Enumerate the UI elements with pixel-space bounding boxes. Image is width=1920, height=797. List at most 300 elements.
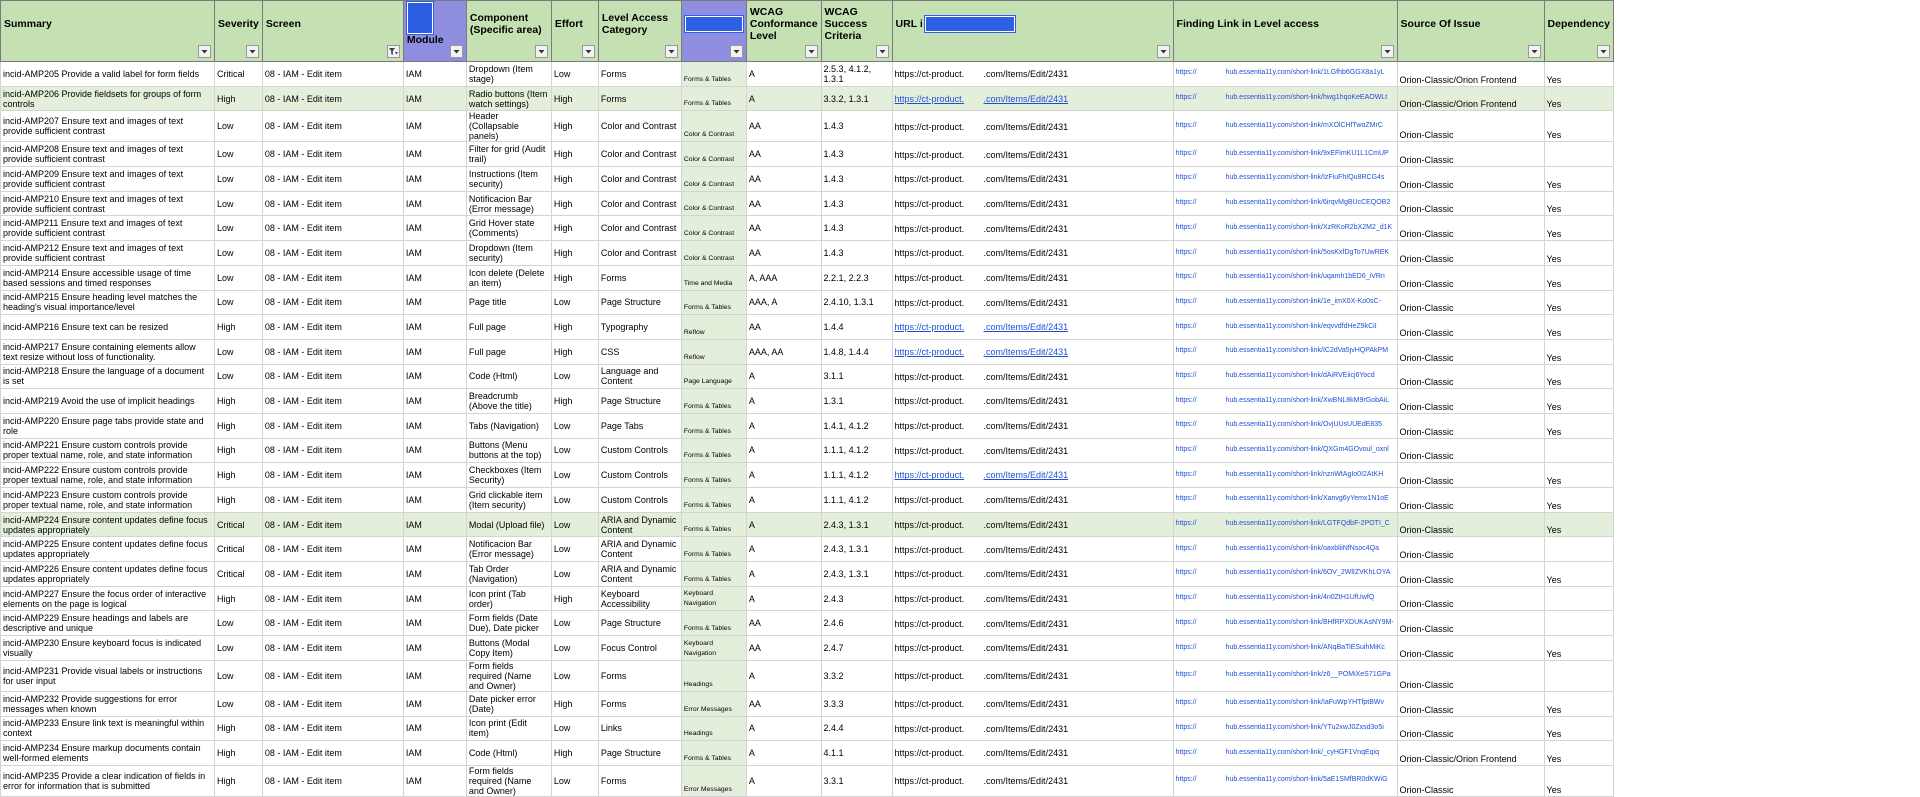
finding-link[interactable]: hub.essentia11y.com/short-link/5aE1SMfBR0dKWiG: [1225, 776, 1388, 784]
cell-screen[interactable]: 08 - IAM - Edit item: [262, 111, 403, 142]
cell-severity[interactable]: Critical: [215, 537, 263, 562]
cell-summary[interactable]: incid-AMP215 Ensure heading level matches the heading's visual importance/level: [1, 290, 215, 315]
cell-severity[interactable]: Critical: [215, 62, 263, 87]
cell-dependency[interactable]: [1544, 438, 1613, 463]
cell-effort[interactable]: High: [551, 111, 598, 142]
cell-criteria[interactable]: 2.4.10, 1.3.1: [821, 290, 892, 315]
cell-criteria[interactable]: 1.4.3: [821, 111, 892, 142]
cell-wcag-level[interactable]: AAA, A: [746, 290, 821, 315]
cell-summary[interactable]: incid-AMP205 Provide a valid label for form fields: [1, 62, 215, 87]
cell-source[interactable]: Orion-Classic: [1397, 438, 1544, 463]
cell-level[interactable]: ARIA and Dynamic Content: [598, 512, 681, 537]
cell-screen[interactable]: 08 - IAM - Edit item: [262, 586, 403, 611]
cell-wcag-level[interactable]: AA: [746, 691, 821, 716]
cell-effort[interactable]: High: [551, 691, 598, 716]
column-header-module[interactable]: [403, 1, 466, 62]
cell-component[interactable]: Dropdown (Item security): [466, 241, 551, 266]
column-header-wcag_level[interactable]: [746, 1, 821, 62]
cell-source[interactable]: Orion-Classic: [1397, 191, 1544, 216]
cell-cat2[interactable]: Forms & Tables: [681, 389, 746, 414]
cell-url[interactable]: [892, 765, 1173, 796]
cell-level[interactable]: Focus Control: [598, 636, 681, 661]
cell-summary[interactable]: incid-AMP214 Ensure accessible usage of time based sessions and timed responses: [1, 265, 215, 290]
cell-level[interactable]: Typography: [598, 315, 681, 340]
cell-cat2[interactable]: Color & Contrast: [681, 216, 746, 241]
cell-wcag-level[interactable]: A: [746, 62, 821, 87]
cell-criteria[interactable]: 3.3.3: [821, 691, 892, 716]
cell-severity[interactable]: Low: [215, 241, 263, 266]
finding-link[interactable]: hub.essentia11y.com/short-link/XzRKoR2bX2M2_d1K: [1225, 223, 1393, 231]
cell-finding[interactable]: [1173, 463, 1397, 488]
cell-cat2[interactable]: Forms & Tables: [681, 562, 746, 587]
cell-screen[interactable]: 08 - IAM - Edit item: [262, 438, 403, 463]
cell-severity[interactable]: Low: [215, 611, 263, 636]
cell-dependency[interactable]: Yes: [1544, 339, 1613, 364]
cell-effort[interactable]: Low: [551, 537, 598, 562]
cell-url[interactable]: [892, 191, 1173, 216]
cell-url[interactable]: [892, 389, 1173, 414]
cell-dependency[interactable]: [1544, 537, 1613, 562]
cell-effort[interactable]: High: [551, 86, 598, 111]
cell-screen[interactable]: 08 - IAM - Edit item: [262, 512, 403, 537]
cell-effort[interactable]: High: [551, 315, 598, 340]
cell-severity[interactable]: Low: [215, 290, 263, 315]
cell-cat2[interactable]: Error Messages: [681, 691, 746, 716]
cell-finding[interactable]: [1173, 191, 1397, 216]
finding-link[interactable]: hub.essentia11y.com/short-link/QXGm4GOvoul_oxnl: [1225, 446, 1389, 454]
cell-source[interactable]: Orion-Classic: [1397, 611, 1544, 636]
cell-url[interactable]: [892, 716, 1173, 741]
cell-screen[interactable]: 08 - IAM - Edit item: [262, 741, 403, 766]
cell-component[interactable]: Full page: [466, 315, 551, 340]
cell-level[interactable]: Color and Contrast: [598, 111, 681, 142]
cell-level[interactable]: Page Structure: [598, 290, 681, 315]
cell-module[interactable]: IAM: [403, 339, 466, 364]
cell-finding[interactable]: [1173, 62, 1397, 87]
cell-url[interactable]: [892, 691, 1173, 716]
cell-effort[interactable]: High: [551, 216, 598, 241]
finding-link[interactable]: hub.essentia11y.com/short-link/YTu2xwJ0Zxsd3o5i: [1225, 723, 1384, 731]
cell-module[interactable]: IAM: [403, 216, 466, 241]
cell-severity[interactable]: Low: [215, 691, 263, 716]
finding-link[interactable]: hub.essentia11y.com/short-link/hwg1hqoKeEAOWLt: [1225, 94, 1388, 102]
cell-component[interactable]: Notificacion Bar (Error message): [466, 191, 551, 216]
cell-level[interactable]: Page Structure: [598, 611, 681, 636]
cell-level[interactable]: Page Structure: [598, 741, 681, 766]
cell-component[interactable]: Radio buttons (Item watch settings): [466, 86, 551, 111]
cell-source[interactable]: Orion-Classic: [1397, 512, 1544, 537]
cell-cat2[interactable]: Error Messages: [681, 765, 746, 796]
cell-summary[interactable]: incid-AMP233 Ensure link text is meaningful within context: [1, 716, 215, 741]
cell-severity[interactable]: Low: [215, 660, 263, 691]
cell-screen[interactable]: 08 - IAM - Edit item: [262, 191, 403, 216]
cell-finding[interactable]: [1173, 586, 1397, 611]
cell-dependency[interactable]: Yes: [1544, 413, 1613, 438]
cell-severity[interactable]: High: [215, 315, 263, 340]
cell-component[interactable]: Grid clickable item (Item security): [466, 488, 551, 513]
cell-module[interactable]: IAM: [403, 586, 466, 611]
cell-criteria[interactable]: 1.4.3: [821, 191, 892, 216]
cell-severity[interactable]: High: [215, 765, 263, 796]
cell-summary[interactable]: incid-AMP224 Ensure content updates define focus updates appropriately: [1, 512, 215, 537]
cell-summary[interactable]: incid-AMP230 Ensure keyboard focus is indicated visually: [1, 636, 215, 661]
cell-wcag-level[interactable]: A, AAA: [746, 265, 821, 290]
cell-criteria[interactable]: 1.1.1, 4.1.2: [821, 463, 892, 488]
cell-source[interactable]: Orion-Classic: [1397, 216, 1544, 241]
cell-source[interactable]: Orion-Classic: [1397, 716, 1544, 741]
cell-url[interactable]: [892, 660, 1173, 691]
cell-module[interactable]: IAM: [403, 62, 466, 87]
finding-link[interactable]: hub.essentia11y.com/short-link/4n0ZtH1UfUwfQ: [1225, 594, 1375, 602]
cell-cat2[interactable]: Color & Contrast: [681, 241, 746, 266]
cell-source[interactable]: Orion-Classic: [1397, 339, 1544, 364]
cell-module[interactable]: IAM: [403, 537, 466, 562]
cell-screen[interactable]: 08 - IAM - Edit item: [262, 241, 403, 266]
cell-effort[interactable]: Low: [551, 488, 598, 513]
cell-wcag-level[interactable]: A: [746, 488, 821, 513]
column-header-url[interactable]: [892, 1, 1173, 62]
cell-module[interactable]: IAM: [403, 716, 466, 741]
cell-screen[interactable]: 08 - IAM - Edit item: [262, 488, 403, 513]
cell-source[interactable]: Orion-Classic: [1397, 636, 1544, 661]
cell-finding[interactable]: [1173, 716, 1397, 741]
cell-wcag-level[interactable]: A: [746, 512, 821, 537]
cell-cat2[interactable]: Time and Media: [681, 265, 746, 290]
cell-dependency[interactable]: Yes: [1544, 62, 1613, 87]
cell-cat2[interactable]: Headings: [681, 660, 746, 691]
cell-component[interactable]: Form fields (Date Due), Date picker: [466, 611, 551, 636]
cell-module[interactable]: IAM: [403, 167, 466, 192]
cell-effort[interactable]: Low: [551, 660, 598, 691]
column-header-finding[interactable]: [1173, 1, 1397, 62]
cell-severity[interactable]: Low: [215, 111, 263, 142]
cell-summary[interactable]: incid-AMP212 Ensure text and images of text provide sufficient contrast: [1, 241, 215, 266]
cell-url[interactable]: [892, 265, 1173, 290]
finding-link[interactable]: hub.essentia11y.com/short-link/9xEFimKU1L1CmUP: [1225, 149, 1389, 157]
cell-cat2[interactable]: Color & Contrast: [681, 191, 746, 216]
column-header-level[interactable]: [598, 1, 681, 62]
cell-module[interactable]: IAM: [403, 111, 466, 142]
column-header-dependency[interactable]: [1544, 1, 1613, 62]
cell-severity[interactable]: High: [215, 716, 263, 741]
cell-screen[interactable]: 08 - IAM - Edit item: [262, 691, 403, 716]
cell-dependency[interactable]: [1544, 586, 1613, 611]
cell-summary[interactable]: incid-AMP208 Ensure text and images of text provide sufficient contrast: [1, 142, 215, 167]
cell-finding[interactable]: [1173, 741, 1397, 766]
filter-dropdown-icon[interactable]: [450, 45, 463, 58]
cell-cat2[interactable]: Forms & Tables: [681, 86, 746, 111]
cell-cat2[interactable]: Forms & Tables: [681, 290, 746, 315]
cell-cat2[interactable]: Forms & Tables: [681, 537, 746, 562]
cell-component[interactable]: Filter for grid (Audit trail): [466, 142, 551, 167]
cell-source[interactable]: Orion-Classic: [1397, 111, 1544, 142]
cell-finding[interactable]: [1173, 488, 1397, 513]
cell-wcag-level[interactable]: AA: [746, 142, 821, 167]
cell-dependency[interactable]: Yes: [1544, 636, 1613, 661]
column-header-summary[interactable]: [1, 1, 215, 62]
cell-finding[interactable]: [1173, 364, 1397, 389]
cell-level[interactable]: Custom Controls: [598, 438, 681, 463]
cell-summary[interactable]: incid-AMP221 Ensure custom controls provide proper textual name, role, and state information: [1, 438, 215, 463]
cell-severity[interactable]: High: [215, 488, 263, 513]
cell-criteria[interactable]: 2.4.6: [821, 611, 892, 636]
cell-source[interactable]: Orion-Classic: [1397, 315, 1544, 340]
cell-wcag-level[interactable]: A: [746, 716, 821, 741]
cell-criteria[interactable]: 3.3.2: [821, 660, 892, 691]
finding-link[interactable]: hub.essentia11y.com/short-link/Xanvg6yYemx1N1oE: [1225, 495, 1389, 503]
cell-component[interactable]: Tab Order (Navigation): [466, 562, 551, 587]
cell-source[interactable]: Orion-Classic: [1397, 167, 1544, 192]
cell-level[interactable]: Forms: [598, 265, 681, 290]
cell-url[interactable]: [892, 586, 1173, 611]
cell-dependency[interactable]: Yes: [1544, 488, 1613, 513]
cell-component[interactable]: Instructions (Item security): [466, 167, 551, 192]
cell-effort[interactable]: Low: [551, 438, 598, 463]
finding-link[interactable]: hub.essentia11y.com/short-link/ANqBaTiESuihMiKc: [1225, 643, 1385, 651]
cell-criteria[interactable]: 2.4.3, 1.3.1: [821, 562, 892, 587]
cell-screen[interactable]: 08 - IAM - Edit item: [262, 265, 403, 290]
filter-dropdown-icon[interactable]: [730, 45, 743, 58]
cell-wcag-level[interactable]: A: [746, 364, 821, 389]
cell-summary[interactable]: incid-AMP222 Ensure custom controls provide proper textual name, role, and state information: [1, 463, 215, 488]
finding-link[interactable]: hub.essentia11y.com/short-link/1LGfhb6GGX8a1yL: [1225, 69, 1385, 77]
cell-screen[interactable]: 08 - IAM - Edit item: [262, 142, 403, 167]
cell-criteria[interactable]: 2.4.3: [821, 586, 892, 611]
cell-module[interactable]: IAM: [403, 265, 466, 290]
cell-url[interactable]: [892, 315, 1173, 340]
cell-level[interactable]: Forms: [598, 86, 681, 111]
cell-criteria[interactable]: 3.1.1: [821, 364, 892, 389]
cell-effort[interactable]: Low: [551, 463, 598, 488]
cell-module[interactable]: IAM: [403, 142, 466, 167]
cell-wcag-level[interactable]: A: [746, 537, 821, 562]
filter-dropdown-icon[interactable]: [1381, 45, 1394, 58]
cell-summary[interactable]: incid-AMP210 Ensure text and images of text provide sufficient contrast: [1, 191, 215, 216]
cell-finding[interactable]: [1173, 339, 1397, 364]
cell-level[interactable]: Language and Content: [598, 364, 681, 389]
cell-component[interactable]: Notificacion Bar (Error message): [466, 537, 551, 562]
finding-link[interactable]: hub.essentia11y.com/short-link/mXOlCHfTwoZMrC: [1225, 121, 1383, 129]
cell-dependency[interactable]: Yes: [1544, 111, 1613, 142]
filter-dropdown-icon[interactable]: [1597, 45, 1610, 58]
cell-dependency[interactable]: Yes: [1544, 389, 1613, 414]
cell-summary[interactable]: incid-AMP223 Ensure custom controls provide proper textual name, role, and state information: [1, 488, 215, 513]
cell-module[interactable]: IAM: [403, 741, 466, 766]
cell-finding[interactable]: [1173, 241, 1397, 266]
cell-module[interactable]: IAM: [403, 562, 466, 587]
cell-component[interactable]: Checkboxes (Item Security): [466, 463, 551, 488]
cell-cat2[interactable]: Color & Contrast: [681, 111, 746, 142]
cell-cat2[interactable]: Keyboard Navigation: [681, 636, 746, 661]
cell-wcag-level[interactable]: A: [746, 562, 821, 587]
finding-link[interactable]: hub.essentia11y.com/short-link/z6__POMiXeS71GPa: [1225, 671, 1391, 679]
finding-link[interactable]: hub.essentia11y.com/short-link/OvjUUsUUEdE835: [1225, 421, 1383, 429]
cell-severity[interactable]: High: [215, 741, 263, 766]
cell-criteria[interactable]: 2.4.4: [821, 716, 892, 741]
cell-wcag-level[interactable]: AA: [746, 167, 821, 192]
cell-url[interactable]: [892, 611, 1173, 636]
cell-level[interactable]: ARIA and Dynamic Content: [598, 537, 681, 562]
cell-screen[interactable]: 08 - IAM - Edit item: [262, 86, 403, 111]
cell-dependency[interactable]: Yes: [1544, 765, 1613, 796]
cell-criteria[interactable]: 2.2.1, 2.2.3: [821, 265, 892, 290]
cell-cat2[interactable]: Forms & Tables: [681, 611, 746, 636]
cell-module[interactable]: IAM: [403, 389, 466, 414]
cell-effort[interactable]: High: [551, 191, 598, 216]
cell-severity[interactable]: Critical: [215, 562, 263, 587]
filter-dropdown-icon[interactable]: [876, 45, 889, 58]
cell-level[interactable]: CSS: [598, 339, 681, 364]
cell-effort[interactable]: High: [551, 241, 598, 266]
cell-module[interactable]: IAM: [403, 413, 466, 438]
cell-effort[interactable]: Low: [551, 636, 598, 661]
cell-summary[interactable]: incid-AMP207 Ensure text and images of text provide sufficient contrast: [1, 111, 215, 142]
cell-component[interactable]: Grid Hover state (Comments): [466, 216, 551, 241]
cell-level[interactable]: ARIA and Dynamic Content: [598, 562, 681, 587]
filter-dropdown-icon[interactable]: [1157, 45, 1170, 58]
cell-dependency[interactable]: Yes: [1544, 191, 1613, 216]
cell-module[interactable]: IAM: [403, 660, 466, 691]
cell-criteria[interactable]: 4.1.1: [821, 741, 892, 766]
cell-level[interactable]: Page Structure: [598, 389, 681, 414]
cell-finding[interactable]: [1173, 413, 1397, 438]
cell-url[interactable]: [892, 142, 1173, 167]
cell-cat2[interactable]: Headings: [681, 716, 746, 741]
cell-criteria[interactable]: 3.3.2, 1.3.1: [821, 86, 892, 111]
cell-component[interactable]: Tabs (Navigation): [466, 413, 551, 438]
column-header-severity[interactable]: [215, 1, 263, 62]
cell-level[interactable]: Custom Controls: [598, 488, 681, 513]
cell-dependency[interactable]: [1544, 660, 1613, 691]
finding-link[interactable]: hub.essentia11y.com/short-link/LGTFQdbF-2POTI_C: [1225, 520, 1390, 528]
cell-dependency[interactable]: Yes: [1544, 290, 1613, 315]
filter-dropdown-icon[interactable]: [1528, 45, 1541, 58]
cell-summary[interactable]: incid-AMP211 Ensure text and images of text provide sufficient contrast: [1, 216, 215, 241]
cell-dependency[interactable]: Yes: [1544, 315, 1613, 340]
finding-link[interactable]: hub.essentia11y.com/short-link/dAiRVEiicj6Yocd: [1225, 371, 1375, 379]
cell-level[interactable]: Color and Contrast: [598, 216, 681, 241]
cell-source[interactable]: Orion-Classic: [1397, 241, 1544, 266]
cell-finding[interactable]: [1173, 691, 1397, 716]
cell-criteria[interactable]: 1.4.3: [821, 167, 892, 192]
cell-component[interactable]: Form fields required (Name and Owner): [466, 765, 551, 796]
cell-level[interactable]: Forms: [598, 660, 681, 691]
cell-wcag-level[interactable]: A: [746, 463, 821, 488]
cell-severity[interactable]: Critical: [215, 512, 263, 537]
finding-link[interactable]: hub.essentia11y.com/short-link/eqvvdfdHeZ9kCiI: [1225, 322, 1377, 330]
cell-summary[interactable]: incid-AMP217 Ensure containing elements allow text resize without loss of functionality.: [1, 339, 215, 364]
filter-dropdown-icon[interactable]: [582, 45, 595, 58]
cell-effort[interactable]: High: [551, 167, 598, 192]
cell-summary[interactable]: incid-AMP226 Ensure content updates define focus updates appropriately: [1, 562, 215, 587]
cell-finding[interactable]: [1173, 512, 1397, 537]
cell-screen[interactable]: 08 - IAM - Edit item: [262, 339, 403, 364]
filter-dropdown-icon[interactable]: [246, 45, 259, 58]
cell-finding[interactable]: [1173, 389, 1397, 414]
cell-effort[interactable]: Low: [551, 716, 598, 741]
cell-wcag-level[interactable]: AAA, AA: [746, 339, 821, 364]
cell-effort[interactable]: High: [551, 741, 598, 766]
cell-finding[interactable]: [1173, 265, 1397, 290]
cell-screen[interactable]: 08 - IAM - Edit item: [262, 765, 403, 796]
cell-source[interactable]: Orion-Classic: [1397, 265, 1544, 290]
cell-finding[interactable]: [1173, 86, 1397, 111]
cell-module[interactable]: IAM: [403, 611, 466, 636]
cell-dependency[interactable]: Yes: [1544, 691, 1613, 716]
cell-component[interactable]: Date picker error (Date): [466, 691, 551, 716]
cell-module[interactable]: IAM: [403, 765, 466, 796]
cell-screen[interactable]: 08 - IAM - Edit item: [262, 716, 403, 741]
cell-wcag-level[interactable]: A: [746, 660, 821, 691]
cell-criteria[interactable]: 2.4.3, 1.3.1: [821, 512, 892, 537]
cell-component[interactable]: Header (Collapsable panels): [466, 111, 551, 142]
cell-summary[interactable]: incid-AMP229 Ensure headings and labels are descriptive and unique: [1, 611, 215, 636]
cell-severity[interactable]: Low: [215, 339, 263, 364]
column-header-screen[interactable]: [262, 1, 403, 62]
cell-source[interactable]: Orion-Classic: [1397, 413, 1544, 438]
cell-module[interactable]: IAM: [403, 315, 466, 340]
cell-summary[interactable]: incid-AMP218 Ensure the language of a document is set: [1, 364, 215, 389]
cell-source[interactable]: Orion-Classic: [1397, 389, 1544, 414]
finding-link[interactable]: hub.essentia11y.com/short-link/5osKxfDgTo7UwREK: [1225, 248, 1390, 256]
cell-component[interactable]: Breadcrumb (Above the title): [466, 389, 551, 414]
cell-screen[interactable]: 08 - IAM - Edit item: [262, 463, 403, 488]
cell-module[interactable]: IAM: [403, 191, 466, 216]
cell-url[interactable]: [892, 167, 1173, 192]
cell-level[interactable]: Custom Controls: [598, 463, 681, 488]
cell-wcag-level[interactable]: A: [746, 389, 821, 414]
cell-summary[interactable]: incid-AMP227 Ensure the focus order of interactive elements on the page is logical: [1, 586, 215, 611]
cell-url[interactable]: [892, 111, 1173, 142]
cell-finding[interactable]: [1173, 142, 1397, 167]
cell-severity[interactable]: High: [215, 463, 263, 488]
cell-effort[interactable]: Low: [551, 290, 598, 315]
cell-finding[interactable]: [1173, 111, 1397, 142]
cell-summary[interactable]: incid-AMP235 Provide a clear indication of fields in error for information that is submitted: [1, 765, 215, 796]
cell-finding[interactable]: [1173, 636, 1397, 661]
cell-screen[interactable]: 08 - IAM - Edit item: [262, 660, 403, 691]
cell-component[interactable]: Buttons (Menu buttons at the top): [466, 438, 551, 463]
cell-source[interactable]: Orion-Classic: [1397, 290, 1544, 315]
cell-dependency[interactable]: Yes: [1544, 265, 1613, 290]
cell-source[interactable]: Orion-Classic/Orion Frontend: [1397, 62, 1544, 87]
finding-link[interactable]: hub.essentia11y.com/short-link/uqamh1bED6_iVRn: [1225, 273, 1385, 281]
finding-link[interactable]: hub.essentia11y.com/short-link/BHfRPXDUKAsNY9M-: [1225, 618, 1394, 626]
cell-wcag-level[interactable]: AA: [746, 191, 821, 216]
cell-cat2[interactable]: Reflow: [681, 315, 746, 340]
cell-severity[interactable]: Low: [215, 216, 263, 241]
cell-wcag-level[interactable]: A: [746, 413, 821, 438]
cell-screen[interactable]: 08 - IAM - Edit item: [262, 290, 403, 315]
cell-finding[interactable]: [1173, 315, 1397, 340]
cell-url[interactable]: [892, 562, 1173, 587]
column-header-effort[interactable]: [551, 1, 598, 62]
cell-url[interactable]: [892, 741, 1173, 766]
cell-criteria[interactable]: 1.3.1: [821, 389, 892, 414]
cell-component[interactable]: Code (Html): [466, 741, 551, 766]
cell-effort[interactable]: High: [551, 339, 598, 364]
column-header-component[interactable]: [466, 1, 551, 62]
filter-dropdown-icon[interactable]: [535, 45, 548, 58]
cell-finding[interactable]: [1173, 438, 1397, 463]
cell-component[interactable]: Buttons (Modal Copy Item): [466, 636, 551, 661]
cell-severity[interactable]: Low: [215, 191, 263, 216]
cell-screen[interactable]: 08 - IAM - Edit item: [262, 364, 403, 389]
finding-link[interactable]: hub.essentia11y.com/short-link/nznWtAgIo0I2AtKH: [1225, 470, 1384, 478]
cell-wcag-level[interactable]: A: [746, 438, 821, 463]
cell-severity[interactable]: High: [215, 586, 263, 611]
cell-effort[interactable]: High: [551, 389, 598, 414]
